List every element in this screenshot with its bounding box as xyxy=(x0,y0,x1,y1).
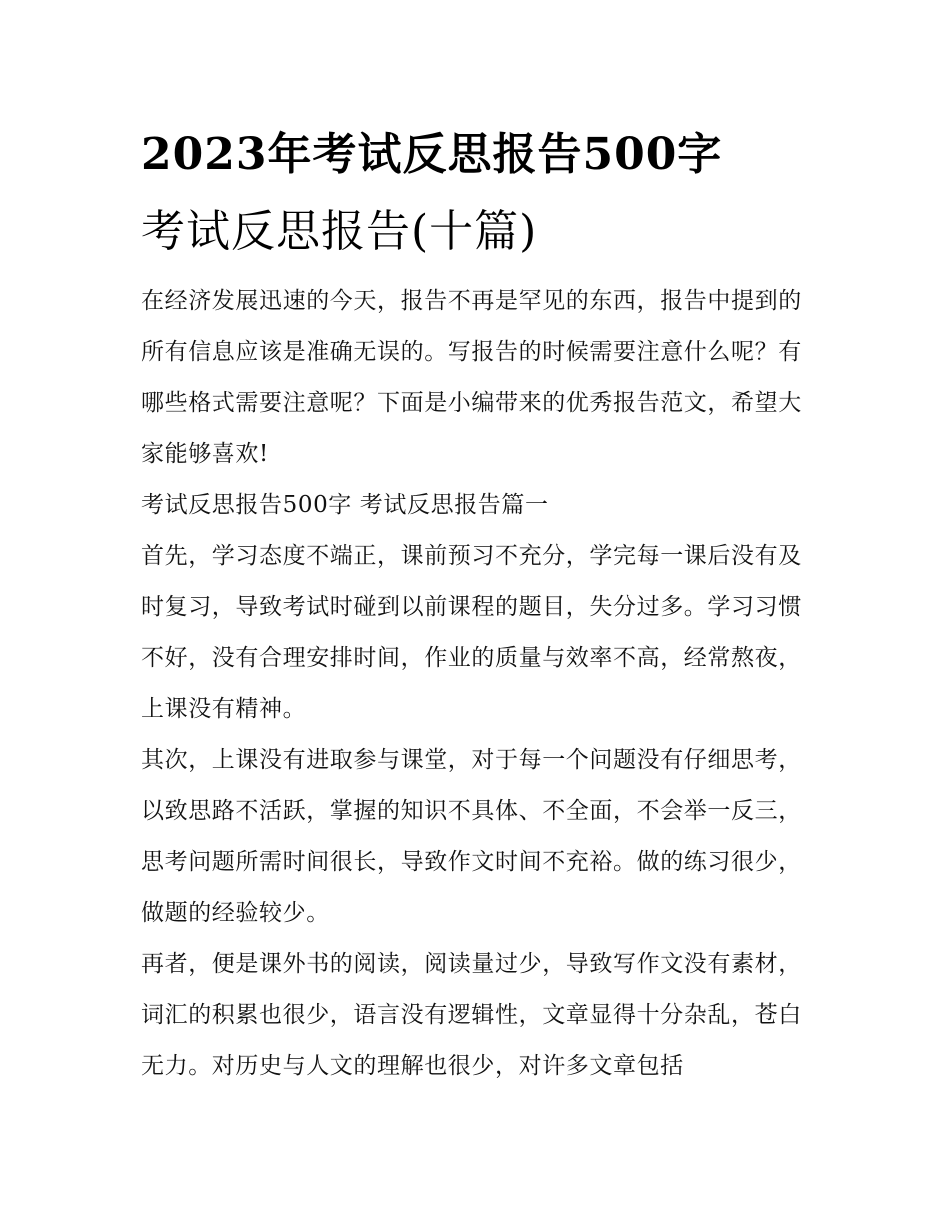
body-paragraph-3: 再者，便是课外书的阅读，阅读量过少，导致写作文没有素材，词汇的积累也很少，语言没有逻辑性，文章显得十分杂乱，苍白无力。对历史与人文的理解也很少，对许多文章包括 xyxy=(141,951,802,1079)
body-paragraph-1: 首先，学习态度不端正，课前预习不充分，学完每一课后没有及时复习，导致考试时碰到以前课程的题目，失分过多。学习习惯不好，没有合理安排时间，作业的质量与效率不高，经常熬夜，上课没有精神。 xyxy=(141,543,802,722)
document-title-line-1: 2023年考试反思报告500字 xyxy=(141,129,723,180)
document-title-line-2: 考试反思报告(十篇) xyxy=(141,206,538,257)
intro-paragraph: 在经济发展迅速的今天，报告不再是罕见的东西，报告中提到的所有信息应该是准确无误的。写报告的时候需要注意什么呢？有哪些格式需要注意呢？下面是小编带来的优秀报告范文，希望大家能够喜欢! xyxy=(141,288,802,467)
body-paragraph-2: 其次，上课没有进取参与课堂，对于每一个问题没有仔细思考，以致思路不活跃，掌握的知识不具体、不全面，不会举一反三，思考问题所需时间很长，导致作文时间不充裕。做的练习很少，做题的经验较少。 xyxy=(141,747,802,926)
section-heading: 考试反思报告500字 考试反思报告篇一 xyxy=(141,492,549,518)
